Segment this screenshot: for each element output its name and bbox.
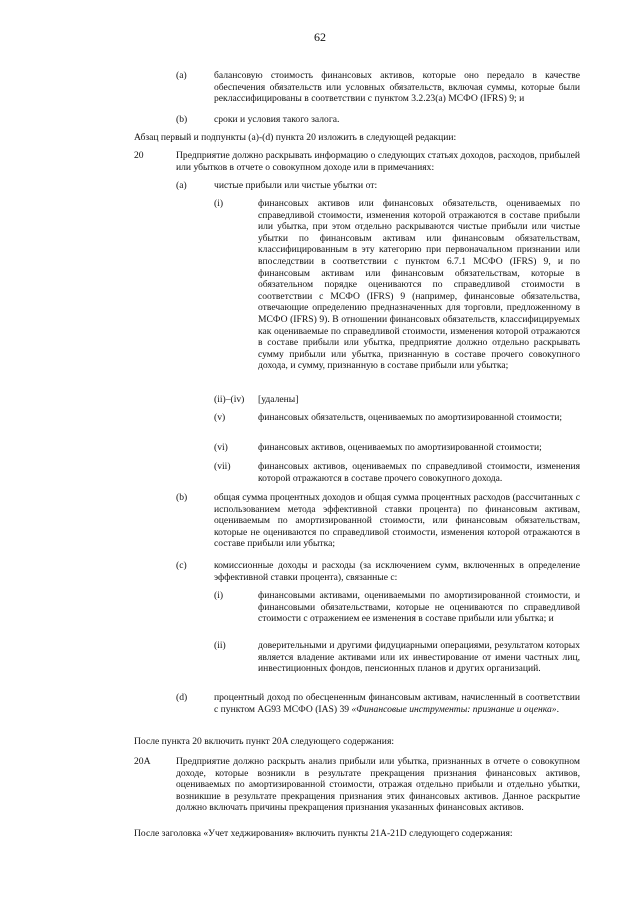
list-item-text: [214, 692, 580, 715]
sublist-marker: (v): [214, 412, 226, 423]
sublist-item-text: финансовыми активами, оцениваемыми по амортизированной стоимости, и финансовыми обязательствами, которые не оцениваются по справедливой стоимости с отражением ее изменения в составе прибыли или убытка; и: [258, 590, 580, 625]
list-item-text: чистые прибыли или чистые убытки от:: [214, 180, 378, 191]
paragraph-number: 20A: [134, 756, 151, 767]
paragraph-text: Предприятие должно раскрывать информацию о следующих статьях доходов, расходов, прибылей или убытков в отчете о совокупном доходе или в примечаниях:: [176, 150, 580, 173]
paragraph-number: 20: [134, 150, 144, 161]
list-item-text: общая сумма процентных доходов и общая сумма процентных расходов (рассчитанных с использованием метода эффективной ставки процента) по финансовым активам, оцениваемым по амортизированной стоимости, или финансовым обязательствам, которые не оцениваются по справедливой стоимости, изменения которой отражаются в составе прибыли или убытка;: [214, 492, 580, 550]
sublist-item-text: доверительными и другими фидуциарными операциями, результатом которых является владение активами или их инвестирование от имени частных лиц, инвестиционных фондов, пенсионных планов и других организаций.: [258, 640, 580, 675]
sublist-item-text: финансовых обязательств, оцениваемых по амортизированной стоимости;: [258, 412, 563, 423]
sublist-item-text: [удалены]: [258, 394, 299, 405]
list-item-text: комиссионные доходы и расходы (за исключением сумм, включенных в определение эффективной ставки процента), связанные с:: [214, 560, 580, 583]
sublist-marker: (i): [214, 590, 224, 601]
sublist-marker: (vii): [214, 461, 231, 472]
page-number: 62: [314, 30, 326, 44]
list-marker: (b): [176, 492, 188, 503]
instruction-text: После заголовка «Учет хеджирования» включить пункты 21A-21D следующего содержания:: [134, 828, 513, 839]
instruction-text: Абзац первый и подпункты (а)-(d) пункта 20 изложить в следующей редакции:: [134, 132, 457, 143]
list-marker: (a): [176, 180, 187, 191]
sublist-item-text: финансовых активов или финансовых обязательств, оцениваемых по справедливой стоимости, изменения которой отражаются в составе прибыли или убытка, при этом отдельно раскрываются чистые прибыли или чистые убытки по финансовым активам или финансовым обязательствам, классифицированным в эту категорию при первоначальном признании или впоследствии в соответствии с пунктом 6.7.1 МСФО (IFRS) 9, и по финансовым активам или финансовым обязательствам, которые в обязательном порядке оцениваются по справедливой стоимости в соответствии с МСФО (IFRS) 9 (например, финансовые обязательства, отвечающие определению предназначенных для торговли, предложенному в МСФО (IFRS) 9). В отношении финансовых обязательств, классифицируемых как оцениваемые по справедливой стоимости, изменения которой отражаются в составе прибыли или убытка, предприятие должно отдельно раскрывать сумму прибыли или убытка, признанную в составе прочего совокупного дохода, и сумму, признанную в составе прибыли или убытка;: [258, 198, 580, 372]
sublist-marker: (vi): [214, 442, 228, 453]
list-item-text: сроки и условия такого залога.: [214, 114, 340, 125]
sublist-item-text: финансовых активов, оцениваемых по справедливой стоимости, изменения которой отражаются в составе прочего совокупного дохода.: [258, 461, 580, 484]
sublist-marker: (i): [214, 198, 224, 209]
list-item-text-part: процентный доход по обесцененным финансовым активам, начисленный в соответствии с пунктом AG93 МСФО (IAS) 39: [214, 692, 580, 715]
list-item-text: балансовую стоимость финансовых активов, которые оно передало в качестве обеспечения обязательств или условных обязательств, включая суммы, которые были реклассифицированы в соответствии с пунктом 3.2.23(a) МСФО (IFRS) 9; и: [214, 70, 580, 105]
sublist-item-text: финансовых активов, оцениваемых по амортизированной стоимости;: [258, 442, 542, 453]
list-item-text-end: .: [556, 703, 560, 715]
sublist-marker: (ii): [214, 640, 226, 651]
instruction-text: После пункта 20 включить пункт 20A следующего содержания:: [134, 736, 395, 747]
sublist-marker: (ii)–(iv): [214, 394, 245, 405]
list-marker: (d): [176, 692, 188, 703]
paragraph-text: Предприятие должно раскрыть анализ прибыли или убытка, признанных в отчете о совокупном доходе, которые возникли в результате прекращения признания финансовых активов, оцениваемых по амортизированной стоимости, отражая отдельно прибыли и отдельно убытки, возникшие в результате прекращения признания этих финансовых активов. Данное раскрытие должно включать причины прекращения признания указанных финансовых активов.: [176, 756, 580, 814]
cited-standard-title: «Финансовые инструменты: признание и оценка»: [351, 703, 557, 715]
list-marker: (c): [176, 560, 187, 571]
list-marker: (a): [176, 70, 187, 81]
list-marker: (b): [176, 114, 188, 125]
